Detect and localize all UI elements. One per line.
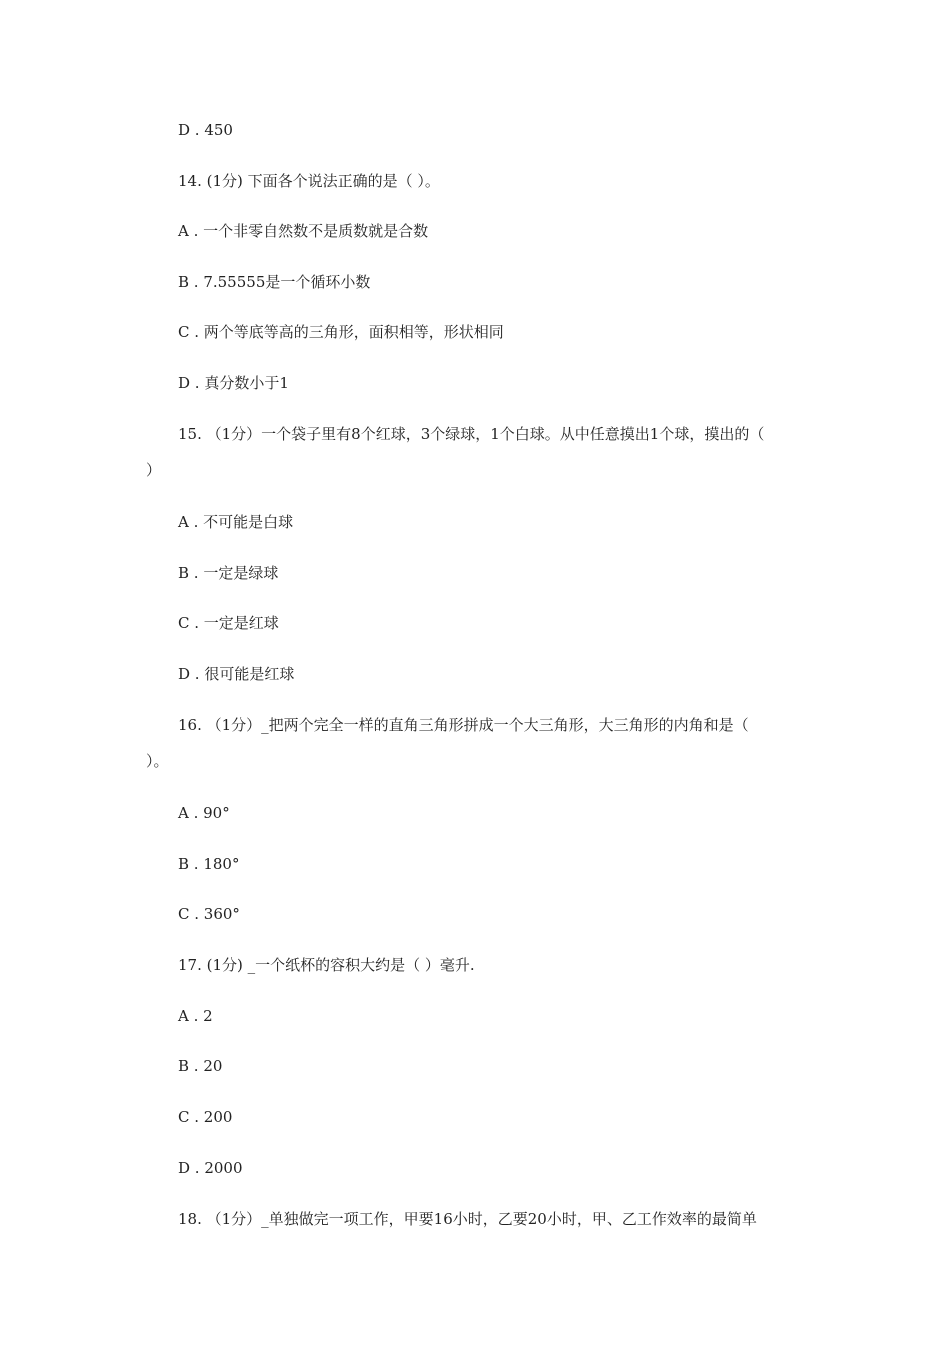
q15-stem-continued: ） (146, 461, 162, 479)
q17-option-a: A . 2 (178, 1007, 213, 1025)
q17-option-b: B . 20 (178, 1057, 223, 1075)
q18-stem: 18. （1分）_单独做完一项工作，甲要16小时，乙要20小时，甲、乙工作效率的最简单 (178, 1210, 757, 1228)
q15-stem: 15. （1分）一个袋子里有8个红球，3个绿球，1个白球。从中任意摸出1个球，摸出的（ (178, 425, 765, 443)
q14-option-c: C . 两个等底等高的三角形，面积相等，形状相同 (178, 323, 504, 341)
q14-stem: 14. (1分) 下面各个说法正确的是（ ）。 (178, 172, 440, 190)
q15-option-a: A . 不可能是白球 (178, 513, 294, 531)
q16-stem-continued: ）。 (146, 752, 169, 770)
q17-option-d: D . 2000 (178, 1159, 243, 1177)
q16-stem: 16. （1分）_把两个完全一样的直角三角形拼成一个大三角形，大三角形的内角和是（ (178, 716, 749, 734)
q14-option-a: A . 一个非零自然数不是质数就是合数 (178, 222, 429, 240)
q14-option-b: B . 7.55555是一个循环小数 (178, 273, 371, 291)
q13-option-d: D . 450 (178, 121, 233, 139)
q16-option-b: B . 180° (178, 855, 240, 873)
q16-option-a: A . 90° (178, 804, 230, 822)
q14-option-d: D . 真分数小于1 (178, 374, 289, 392)
q17-stem: 17. (1分) _一个纸杯的容积大约是（ ）毫升. (178, 956, 475, 974)
q15-option-b: B . 一定是绿球 (178, 564, 279, 582)
q15-option-d: D . 很可能是红球 (178, 665, 295, 683)
q15-option-c: C . 一定是红球 (178, 614, 279, 632)
q16-option-c: C . 360° (178, 905, 240, 923)
q17-option-c: C . 200 (178, 1108, 233, 1126)
